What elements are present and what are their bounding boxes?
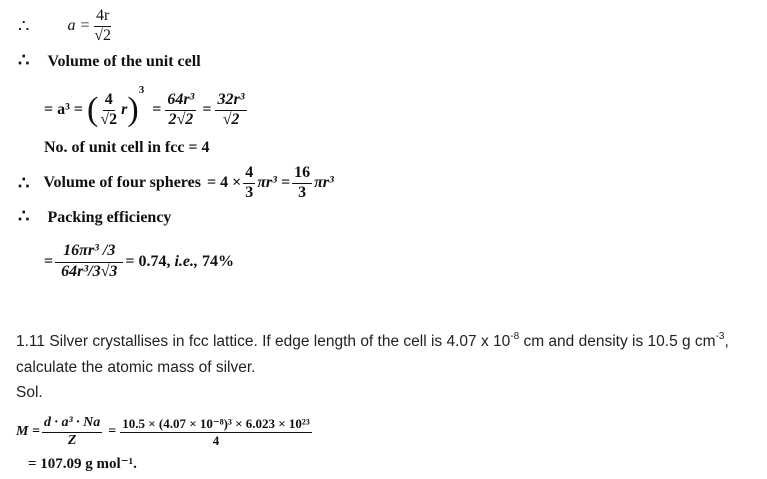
volume-unit-cell-label: Volume of the unit cell (47, 53, 201, 70)
packing-efficiency-label: Packing efficiency (47, 209, 172, 226)
solution-fraction-2: $\frac{\text{10.5 × (4.07 × 10⁻⁸)³ × 6.023 × 10²³}}{4}$ (122, 415, 310, 448)
equals: = (152, 101, 162, 118)
step-1 (18, 4, 113, 48)
fraction-64r3: $\frac{\text{64r³}}{2√2}$ (167, 90, 195, 128)
equals: = (202, 101, 212, 118)
solution-fraction-1: $\frac{\text{d · a³ · Na}}{Z}$ (43, 414, 101, 448)
fraction-4-3: $\frac{4}{3}$ (245, 163, 254, 201)
packing-result: = 0.74, (125, 253, 171, 270)
step-7 (44, 238, 234, 286)
solution-lhs: M = (16, 424, 40, 439)
step-2 (18, 50, 201, 71)
therefore-symbol: ∴ (18, 172, 30, 193)
expr-4x: = 4 × (206, 174, 242, 191)
therefore-symbol: ∴ (18, 50, 30, 70)
step-3 (44, 82, 247, 138)
volume-four-spheres-label: Volume of four spheres (43, 174, 201, 191)
question-line-1: 1.11 Silver crystallises in fcc lattice. If edge length of the cell is 4.07 x $10^{-8}$ cm and density is 10.5 g $cm^{-3}$, (16, 331, 729, 350)
question-line-2: calculate the atomic mass of silver. (16, 359, 256, 376)
step-5 (18, 160, 334, 206)
equals: = (108, 424, 117, 439)
therefore-symbol: ∴ (18, 206, 30, 226)
percent-result: 74% (202, 253, 234, 270)
outer-power: 3 (138, 84, 145, 96)
sol-label: Sol. (16, 384, 43, 401)
inner-var: r (121, 101, 128, 118)
step-3-prefix: = a³ = (44, 101, 84, 118)
step-1-lhs: a = (67, 17, 91, 34)
inner-fraction: $\frac{4}{√2}$ (100, 90, 118, 128)
fraction-32r3: $\frac{\text{32r³}}{√2}$ (217, 90, 245, 128)
ie-text: i.e., (174, 253, 198, 270)
fraction-16-3: $\frac{16}{3}$ (294, 163, 311, 201)
equals: = (44, 253, 54, 270)
step-4: No. of unit cell in fcc = 4 (44, 139, 210, 156)
packing-fraction: $\frac{\text{16πr³ /3}}{\text{64r³/3√3}}$ (55, 243, 123, 281)
solution-equation (16, 410, 312, 454)
pi-r3-equals: πr³ = (257, 174, 291, 191)
step-1-fraction: $\frac{4r}{√2}$ (94, 6, 112, 44)
step-6 (18, 206, 171, 227)
therefore-symbol: ∴ (18, 15, 30, 36)
left-paren: ( (87, 91, 99, 128)
right-paren: ) (127, 91, 139, 128)
solution-result: = 107.09 g mol⁻¹. (28, 456, 137, 472)
pi-r3: πr³ (314, 174, 334, 191)
